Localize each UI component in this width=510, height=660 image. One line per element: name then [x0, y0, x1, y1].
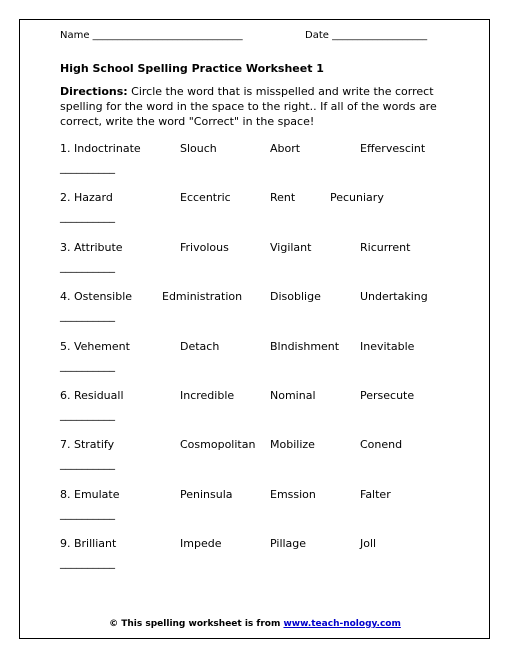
- footer: [0, 619, 510, 629]
- answer-blank-6[interactable]: __________: [60, 407, 115, 421]
- question-6: [60, 389, 460, 438]
- question-8: [60, 488, 460, 537]
- word-2-1[interactable]: 2. Hazard: [60, 191, 113, 205]
- word-3-3[interactable]: Vigilant: [270, 240, 312, 254]
- word-1-4[interactable]: Effervescint: [360, 142, 426, 155]
- word-8-2[interactable]: Peninsula: [180, 487, 233, 501]
- word-7-2[interactable]: Cosmopolitan: [180, 438, 256, 452]
- worksheet-content: [60, 30, 460, 570]
- word-6-1[interactable]: 6. Residuall: [60, 388, 124, 402]
- answer-blank-5[interactable]: __________: [60, 358, 115, 372]
- word-5-4[interactable]: Inevitable: [360, 339, 415, 353]
- word-9-1[interactable]: 9. Brilliant: [60, 537, 117, 551]
- word-5-3[interactable]: Blndishment: [270, 339, 340, 353]
- word-6-3[interactable]: Nominal: [270, 388, 316, 402]
- word-3-4[interactable]: Ricurrent: [360, 240, 411, 254]
- header-line: [60, 30, 460, 44]
- answer-blank-9[interactable]: __________: [60, 556, 115, 570]
- word-1-1[interactable]: 1. Indoctrinate: [60, 142, 141, 155]
- word-2-2[interactable]: Eccentric: [180, 191, 231, 205]
- directions-text: Circle the word that is misspelled and write the correct spelling for the word in the space to the right.. If all of the words are correct, write the word "Correct" in the space!: [60, 85, 437, 128]
- word-8-1[interactable]: 8. Emulate: [60, 487, 120, 501]
- word-4-2[interactable]: Edministration: [162, 290, 243, 304]
- footer-text: © This spelling worksheet is from: [109, 619, 284, 629]
- question-9: [60, 537, 460, 586]
- word-7-3[interactable]: Mobilize: [270, 438, 315, 452]
- name-field: Name ______________________________: [60, 30, 243, 41]
- word-2-4[interactable]: Pecuniary: [330, 191, 384, 205]
- question-3: [60, 241, 460, 290]
- word-4-3[interactable]: Disoblige: [270, 290, 321, 304]
- question-2: [60, 191, 460, 240]
- worksheet-title: High School Spelling Practice Worksheet 1: [60, 62, 324, 75]
- word-7-4[interactable]: Conend: [360, 438, 403, 452]
- question-7: [60, 438, 460, 487]
- question-5: [60, 340, 460, 389]
- word-8-4[interactable]: Falter: [360, 487, 391, 501]
- word-9-4[interactable]: Joll: [360, 537, 377, 551]
- question-1: [60, 142, 460, 191]
- question-4: [60, 290, 460, 339]
- word-6-2[interactable]: Incredible: [180, 388, 235, 402]
- answer-blank-4[interactable]: __________: [60, 309, 115, 323]
- word-9-3[interactable]: Pillage: [270, 537, 307, 551]
- word-9-2[interactable]: Impede: [180, 537, 222, 551]
- directions: [60, 84, 452, 129]
- word-1-3[interactable]: Abort: [270, 142, 301, 155]
- word-7-1[interactable]: 7. Stratify: [60, 438, 115, 452]
- directions-label: Directions:: [60, 85, 128, 98]
- word-2-3[interactable]: Rent: [270, 191, 296, 205]
- word-4-1[interactable]: 4. Ostensible: [60, 290, 133, 304]
- word-4-4[interactable]: Undertaking: [360, 290, 428, 304]
- date-field: Date ___________________: [305, 30, 428, 41]
- word-8-3[interactable]: Emssion: [270, 487, 316, 501]
- word-5-2[interactable]: Detach: [180, 339, 220, 353]
- word-3-1[interactable]: 3. Attribute: [60, 240, 123, 254]
- answer-blank-2[interactable]: __________: [60, 210, 115, 224]
- word-1-2[interactable]: Slouch: [180, 142, 217, 155]
- word-6-4[interactable]: Persecute: [360, 388, 415, 402]
- answer-blank-1[interactable]: __________: [60, 161, 115, 174]
- question-list: [60, 142, 460, 587]
- answer-blank-7[interactable]: __________: [60, 457, 115, 471]
- word-3-2[interactable]: Frivolous: [180, 240, 229, 254]
- answer-blank-3[interactable]: __________: [60, 259, 115, 273]
- word-5-1[interactable]: 5. Vehement: [60, 339, 130, 353]
- answer-blank-8[interactable]: __________: [60, 506, 115, 520]
- footer-link[interactable]: www.teach-nology.com: [283, 619, 401, 629]
